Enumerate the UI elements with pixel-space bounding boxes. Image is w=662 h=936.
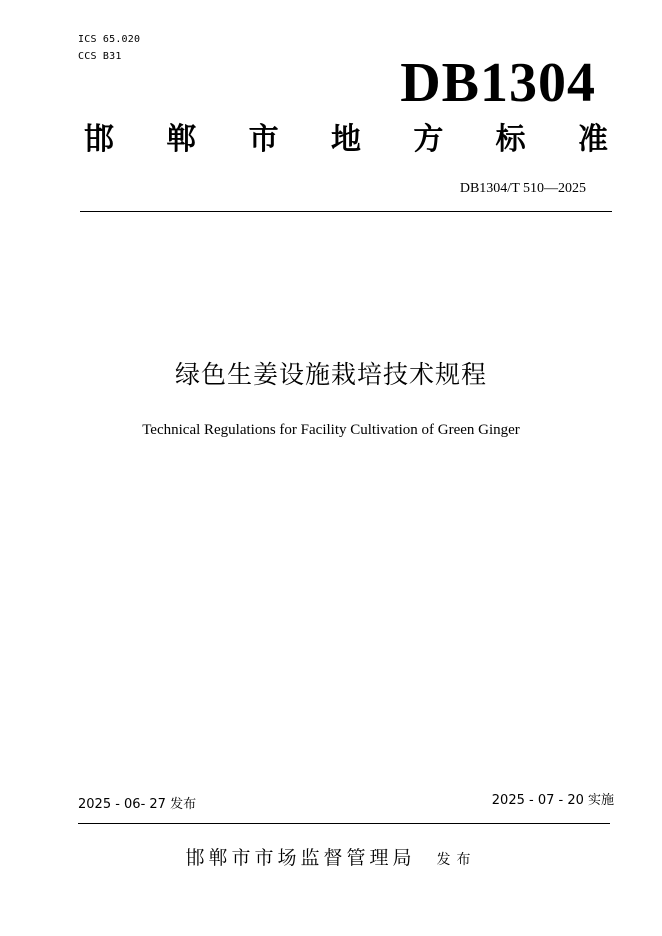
- document-title-english: Technical Regulations for Facility Cultivation of Green Ginger: [142, 422, 520, 438]
- standard-type-char: 方: [413, 122, 444, 157]
- issuer-line: [0, 845, 662, 873]
- issuer-action: 发布: [436, 852, 477, 868]
- ccs-code: CCS B31: [78, 51, 122, 62]
- standard-type-title: [84, 120, 608, 160]
- issue-date: 2025 - 06- 27 发布: [78, 797, 197, 812]
- standard-type-char: 标: [495, 122, 526, 157]
- footer-divider: [78, 823, 610, 824]
- standard-type-char: 准: [577, 122, 608, 157]
- document-title-chinese: 绿色生姜设施栽培技术规程: [174, 360, 487, 389]
- issuing-authority: 邯郸市市场监督管理局: [185, 847, 416, 869]
- standard-code-heading: DB1304: [400, 52, 596, 114]
- implementation-date: 2025 - 07 - 20 实施: [491, 793, 614, 808]
- ics-code: ICS 65.020: [78, 34, 141, 45]
- standard-number: DB1304/T 510—2025: [459, 181, 586, 196]
- header-divider: [80, 211, 612, 212]
- standard-type-char: 市: [248, 122, 279, 157]
- standard-type-char: 郸: [166, 122, 197, 157]
- standard-type-char: 邯: [84, 122, 114, 157]
- standard-type-char: 地: [330, 122, 361, 157]
